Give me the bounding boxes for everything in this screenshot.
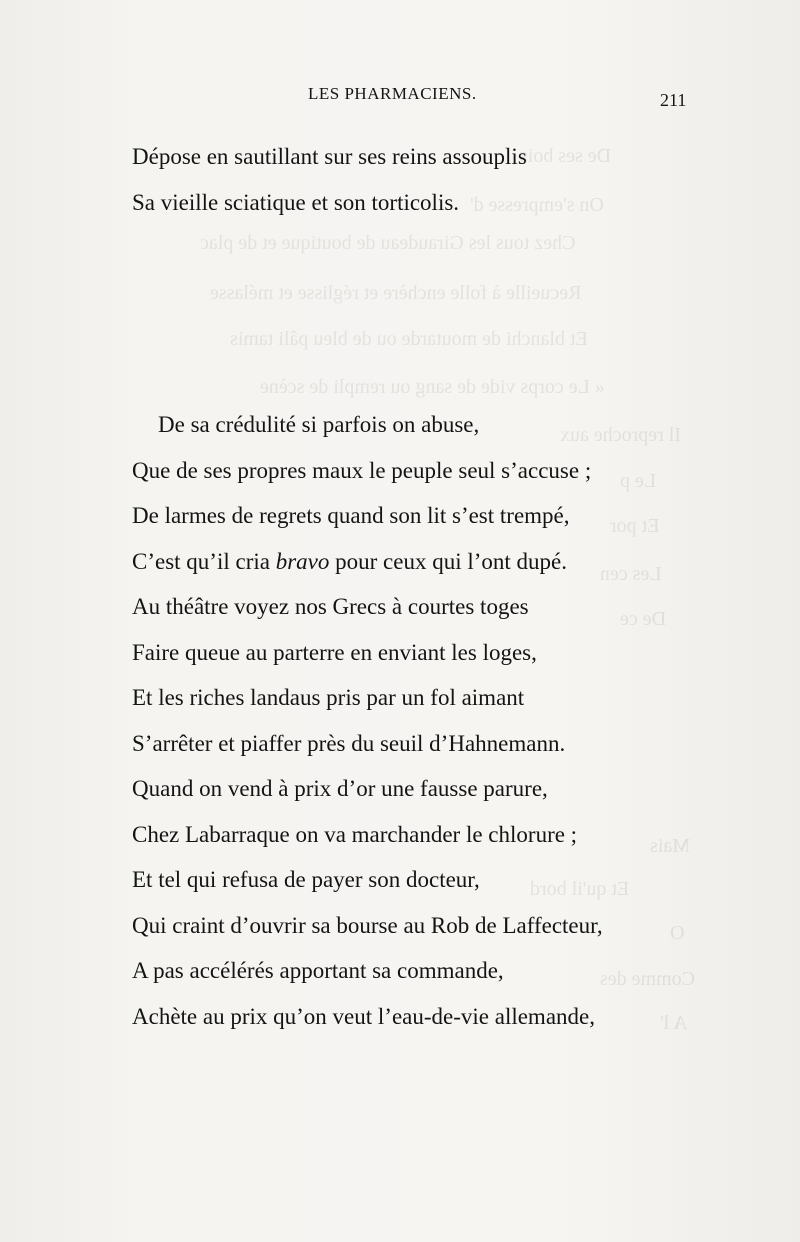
show-through-texture: Le p — [620, 470, 657, 492]
show-through-texture: Chez tous les Giraudeau de boutique et de plac — [200, 232, 576, 254]
stanza-1 — [132, 134, 527, 225]
verse-line: Qui craint d’ouvrir sa bourse au Rob de Laffecteur, — [132, 912, 603, 938]
verse-line: De larmes de regrets quand son lit s’est trempé, — [132, 503, 570, 528]
running-title: LES PHARMACIENS. — [308, 84, 477, 103]
verse-line: S’arrêter et piaffer près du seuil d’Hahnemann. — [132, 730, 566, 756]
show-through-texture: O — [670, 922, 685, 944]
show-through-texture: Mais — [650, 835, 690, 857]
page-number: 211 — [660, 90, 687, 110]
show-through-texture: Les cen — [600, 563, 662, 585]
show-through-texture: Et qu'il bord — [530, 878, 630, 900]
stanza-2 — [132, 402, 603, 1039]
verse-line: Achète au prix qu’on veut l’eau-de-vie allemande, — [132, 1003, 595, 1029]
show-through-texture: On s'empresse d' — [470, 194, 604, 216]
show-through-texture: « Le corps vide de sang ou rempli de scène — [260, 376, 605, 398]
verse-line: Chez Labarraque on va marchander le chlorure ; — [132, 821, 578, 847]
verse-line: Quand on vend à prix d’or une fausse parure, — [132, 776, 548, 801]
verse-line: De sa crédulité si parfois on abuse, — [158, 412, 480, 437]
verse-text: C’est qu’il cria — [132, 548, 276, 574]
verse-line: Au théâtre voyez nos Grecs à courtes toges — [132, 594, 529, 619]
page-header — [0, 84, 800, 114]
show-through-texture: Comme des — [600, 968, 695, 990]
verse-line: Sa vieille sciatique et son torticolis. — [132, 189, 460, 215]
verse-line: Et tel qui refusa de payer son docteur, — [132, 867, 480, 892]
show-through-texture: De ce — [620, 608, 667, 630]
verse-line: Dépose en sautillant sur ses reins assouplis — [132, 144, 527, 169]
show-through-texture: Et blanchi de moutarde ou de bleu pâli tamis — [230, 328, 588, 350]
verse-line — [132, 539, 603, 585]
show-through-texture: Recueille à folle enchère et réglisse et mélasse — [210, 282, 582, 304]
verse-line: Que de ses propres maux le peuple seul s’accuse ; — [132, 457, 592, 483]
show-through-texture: A l' — [660, 1012, 688, 1034]
show-through-texture: De ses bois — [520, 145, 612, 167]
verse-line: A pas accélérés apportant sa commande, — [132, 958, 504, 983]
verse-line: Faire queue au parterre en enviant les loges, — [132, 639, 537, 665]
italic-word: bravo — [275, 548, 330, 574]
show-through-texture: Il reproche aux — [560, 424, 682, 446]
show-through-texture: Et por — [610, 515, 660, 537]
verse-text: pour ceux qui l’ont dupé. — [329, 548, 568, 574]
verse-line: Et les riches landaus pris par un fol aimant — [132, 685, 525, 710]
